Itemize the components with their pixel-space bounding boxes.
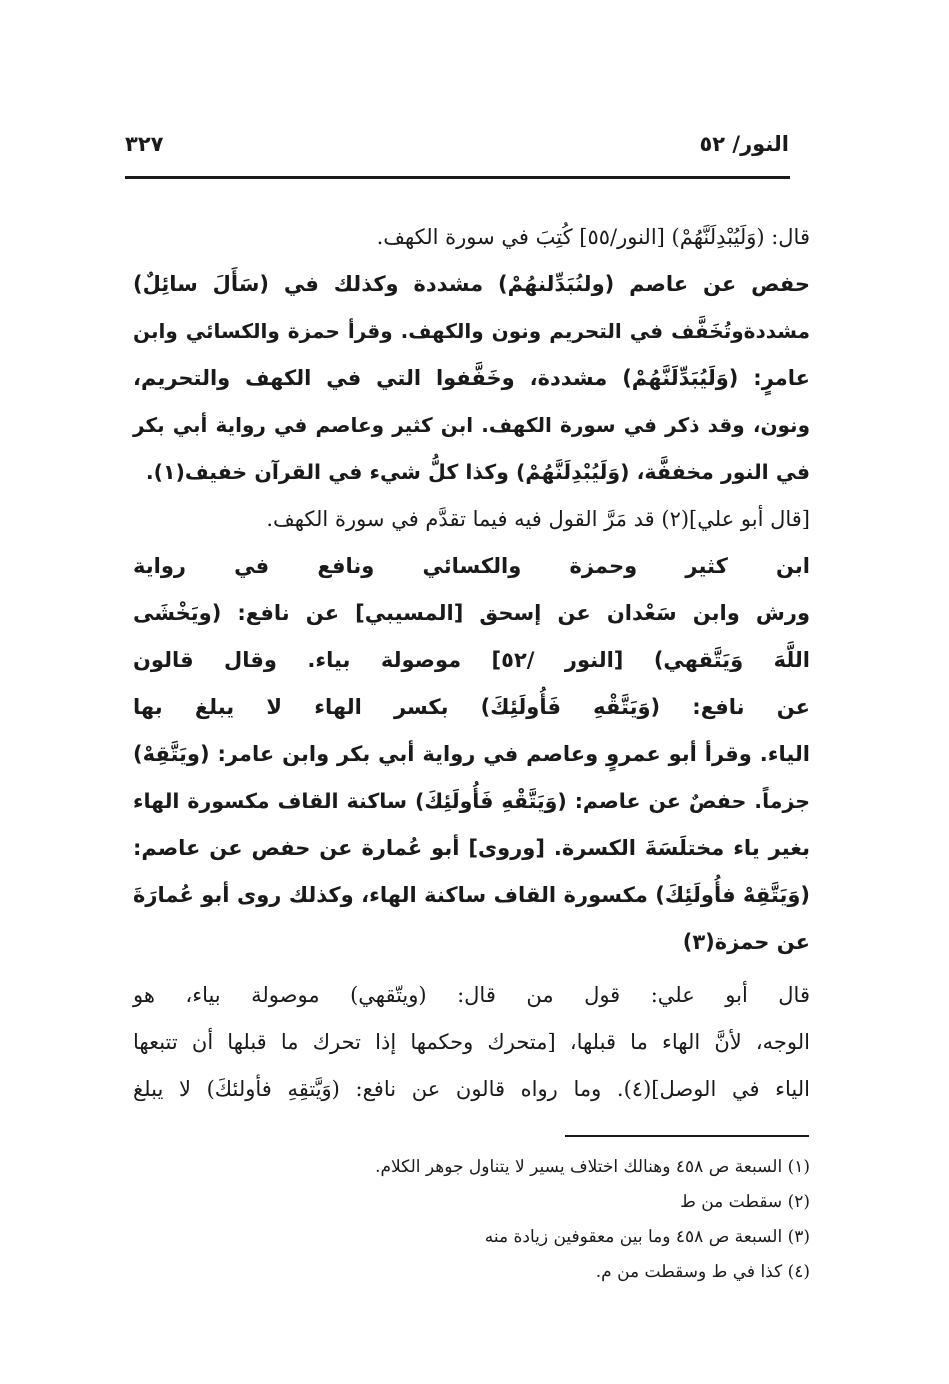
text-line: قال: (وَلَيُبْدِلَنَّهُمْ) [النور/٥٥] كُتِبَ في سورة الكهف. [376,225,810,249]
main-text [133,214,810,1113]
text-line: جزماً. حفصٌ عن عاصم: (وَيَتَّقْهِ فَأُولَئِكَ) ساكنة القاف مكسورة الهاء [133,789,810,813]
text-line: الوجه، لأنَّ الهاء ما قبلها، [متحرك وحكمها إذا تحرك ما قبلها أن تتبعها [133,1030,810,1054]
text-line: اللَّهَ وَيَتَّقهي) [النور /٥٢] موصولة بياء. وقال قالون [133,648,810,672]
text-line: ابن كثير وحمزة والكسائي ونافع في رواية [133,554,810,578]
header-rule [125,176,790,179]
text-line: قال أبو علي: قول من قال: (ويتّقهي) موصولة بياء، هو [133,983,810,1007]
footnote-rule [565,1135,809,1137]
footnote: (١) السبعة ص ٤٥٨ وهنالك اختلاف يسير لا يتناول جوهر الكلام. [375,1157,810,1177]
footnote: (٣) السبعة ص ٤٥٨ وما بين معقوفين زيادة منه [484,1227,810,1247]
page-header [125,128,789,168]
text-line: ورش وابن سَعْدان عن إسحق [المسيبي] عن نافع: (ويَخْشَى [133,601,810,625]
text-line: الياء في الوصل](٤). وما رواه قالون عن نافع: (وَيَّتقِهِ فأولئكَ) لا يبلغ [133,1077,810,1101]
text-line: عن حمزة(٣) [682,930,810,954]
text-line: [قال أبو علي](٢) قد مَرَّ القول فيه فيما تقدَّم في سورة الكهف. [266,507,810,531]
text-line: ونون، وقد ذكر في سورة الكهف. ابن كثير وعاصم في رواية أبي بكر [133,413,810,437]
running-title: النور/ ٥٢ [699,132,789,156]
text-line: بغير ياء مختلَسَةَ الكسرة. [وروى] أبو عُمارة عن حفص عن عاصم: [133,836,810,860]
text-line: في النور مخففَّة، (وَلَيُبْدِلَنَّهُمْ) وكذا كلُّ شيء في القرآن خفيف(١). [145,460,810,484]
footnotes [133,1150,810,1290]
footnote: (٢) سقطت من ط [680,1192,810,1212]
text-line: عامرٍ: (وَلَيُبَدِّلَنَّهُمْ) مشددة، وخَفَّفوا التي في الكهف والتحريم، [133,366,810,390]
text-line: (وَيَتَّقِهْ فأُولَئِكَ) مكسورة القاف ساكنة الهاء، وكذلك روى أبو عُمارَةَ [133,883,810,907]
footnote: (٤) كذا في ط وسقطت من م. [595,1262,810,1282]
text-line: مشددةوتُخَفَّف في التحريم ونون والكهف. وقرأ حمزة والكسائي وابن [133,319,810,343]
text-line: حفص عن عاصم (ولنُبَدِّلنهُمْ) مشددة وكذلك في (سَأَلَ سائِلٌ) [133,272,810,296]
page-number: ٣٢٧ [125,132,164,156]
text-line: الياء. وقرأ أبو عمروٍ وعاصم في رواية أبي بكر وابن عامر: (ويَتَّقِهْ) [133,742,810,766]
text-line: عن نافع: (وَيَتَّقْهِ فَأُولَئِكَ) بكسر الهاء لا يبلغ بها [133,695,810,719]
